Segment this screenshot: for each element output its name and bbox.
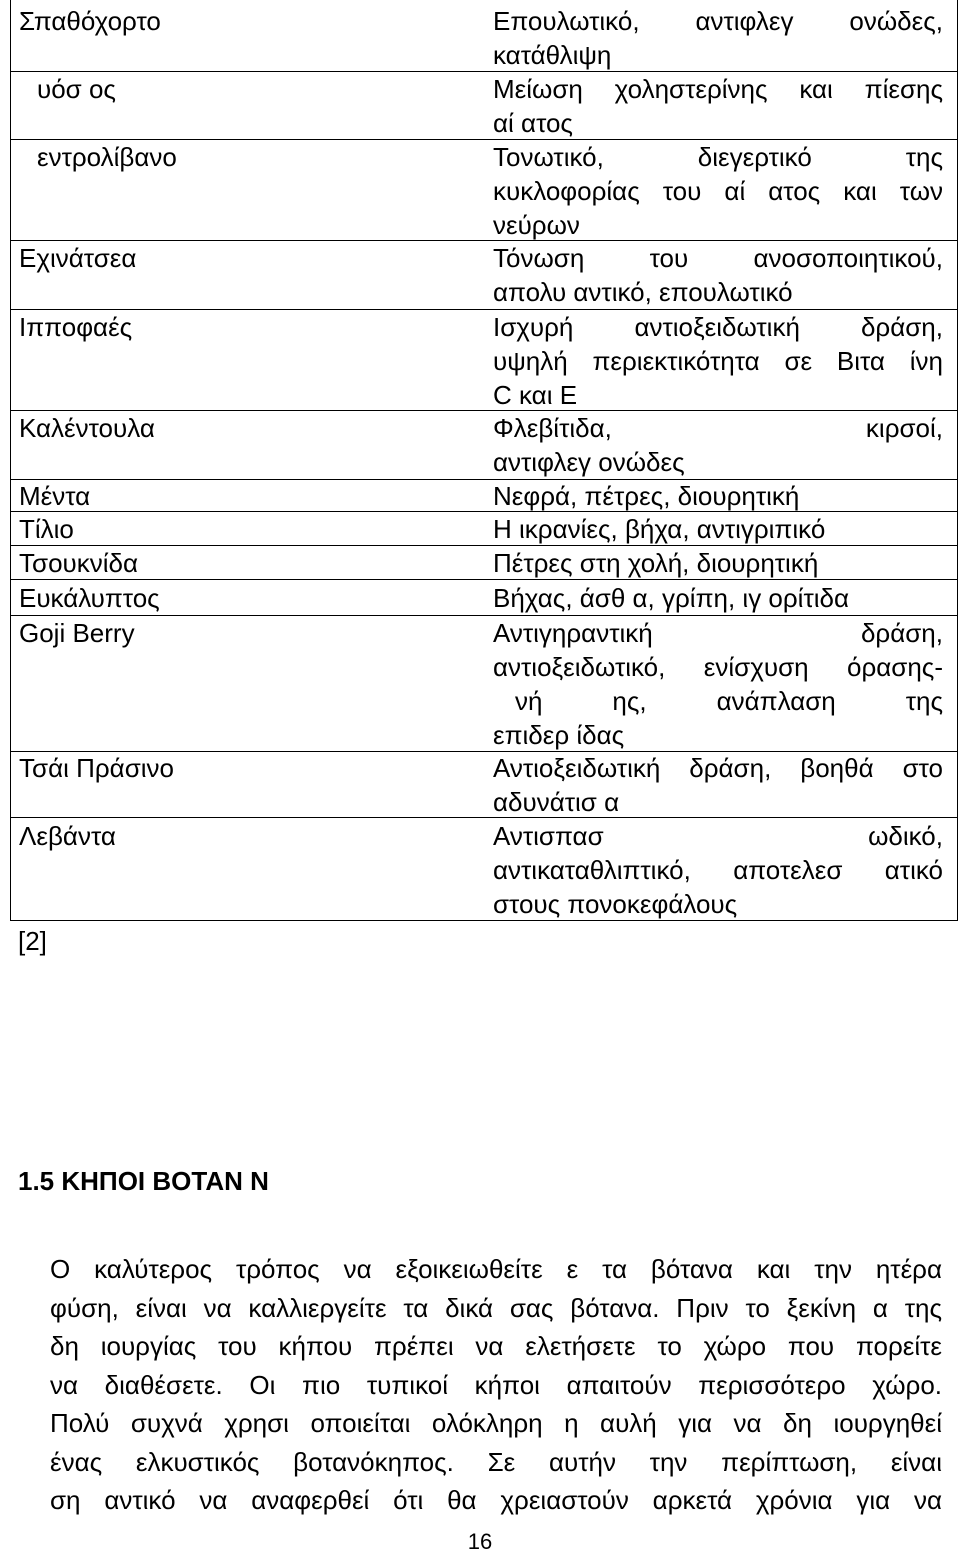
herb-use <box>493 72 943 140</box>
herbs-table <box>10 0 958 921</box>
section-heading: 1.5 ΚΗΠΟΙ ΒΟΤΑΝ Ν <box>18 1166 269 1196</box>
herb-use-line: Αντιοξειδωτική δράση, βοηθά στο <box>493 753 943 783</box>
herb-use <box>493 546 943 580</box>
herb-use <box>493 4 943 72</box>
herb-use-line: Η ικρανίες, βήχα, αντιγριπικό <box>493 514 826 544</box>
herb-use-line: υψηλή περιεκτικότητα σε Βιτα ίνη <box>493 346 943 376</box>
herb-use-line: Αντισπασ ωδικό, <box>493 821 943 851</box>
herb-name: Τσουκνίδα <box>19 548 139 578</box>
herb-use-line: Βήχας, άσθ α, γρίπη, ιγ ορίτιδα <box>493 583 849 613</box>
paragraph-line: φύση, είναι να καλλιεργείτε τα δικά σας βότανα. Πριν το ξεκίνη α της <box>50 1292 942 1323</box>
herb-use-line: νεύρων <box>493 210 580 240</box>
herb-use <box>493 310 943 412</box>
herb-name: Ευκάλυπτος <box>19 583 160 613</box>
herb-name: υόσ ος <box>37 74 116 104</box>
herb-use <box>493 140 943 242</box>
herb-use-line: αδυνάτισ α <box>493 787 620 817</box>
herb-use-line: αί ατος <box>493 108 573 138</box>
herb-use-line: Τονωτικό, διεγερτικό της <box>493 142 943 172</box>
herb-name: Σπαθόχορτο <box>19 6 161 36</box>
herb-use <box>493 581 943 615</box>
herb-use-line: απολυ αντικό, επουλωτικό <box>493 277 793 307</box>
herb-use <box>493 479 943 513</box>
paragraph-line: δη ιουργίας του κήπου πρέπει να ελετήσετε το χώρο που πορείτε <box>50 1331 942 1361</box>
herb-name: Ιπποφαές <box>19 312 133 342</box>
reference-citation: [2] <box>18 926 47 956</box>
herb-use-line: αντιοξειδωτικό, ενίσχυση όρασης- <box>493 652 943 682</box>
body-paragraph <box>50 1250 942 1520</box>
herb-name: Μέντα <box>19 481 91 511</box>
herb-use <box>493 241 943 309</box>
herb-name: Τσάι Πράσινο <box>19 753 174 783</box>
herb-use <box>493 512 943 546</box>
herb-use-line: επιδερ ίδας <box>493 720 625 750</box>
herb-name: Goji Berry <box>19 618 135 648</box>
herb-name: Λεβάντα <box>19 821 116 851</box>
herb-use-line: Ισχυρή αντιοξειδωτική δράση, <box>493 312 943 342</box>
paragraph-line: ένας ελκυστικός βοτανόκηπος. Σε αυτήν την περίπτωση, είναι <box>50 1446 942 1477</box>
herb-use-line: αντικαταθλιπτικό, αποτελεσ ατικό <box>493 855 943 885</box>
herb-use <box>493 616 943 752</box>
herb-use <box>493 411 943 479</box>
herb-name: εντρολίβανο <box>37 142 177 172</box>
herb-use-line: Πέτρες στη χολή, διουρητική <box>493 548 819 578</box>
herb-use-line: κατάθλιψη <box>493 40 612 70</box>
paragraph-line: Ο καλύτερος τρόπος να εξοικειωθείτε ε τα βότανα και την ητέρα <box>50 1254 942 1284</box>
herb-use-line: Νεφρά, πέτρες, διουρητική <box>493 481 800 511</box>
herb-use <box>493 819 943 921</box>
herb-use-line: Φλεβίτιδα, κιρσοί, <box>493 413 943 443</box>
herb-use-line: νή ης, ανάπλαση της <box>515 686 943 716</box>
herb-use-line: Μείωση χοληστερίνης και πίεσης <box>493 74 943 104</box>
page-number: 16 <box>467 1529 493 1554</box>
herb-use <box>493 751 943 819</box>
herb-use-line: Τόνωση του ανοσοποιητικού, <box>493 243 943 273</box>
herb-name: Εχινάτσεα <box>19 243 137 273</box>
herb-use-line: αντιφλεγ ονώδες <box>493 447 685 477</box>
herb-use-line: κυκλοφορίας του αί ατος και των <box>493 176 943 206</box>
herb-use-line: στους πονοκεφάλους <box>493 889 738 919</box>
herb-use-line: Αντιγηραντική δράση, <box>493 618 943 648</box>
herb-use-line: C και E <box>493 380 578 410</box>
paragraph-line: Πολύ συχνά χρησι οποιείται ολόκληρη η αυλή για να δη ιουργηθεί <box>50 1408 942 1438</box>
paragraph-line: ση αντικό να αναφερθεί ότι θα χρειαστούν αρκετά χρόνια για να <box>50 1485 942 1515</box>
herb-name: Τίλιο <box>19 514 74 544</box>
herb-use-line: Επουλωτικό, αντιφλεγ ονώδες, <box>493 6 943 36</box>
herb-name: Καλέντουλα <box>19 413 155 443</box>
paragraph-line: να διαθέσετε. Οι πιο τυπικοί κήποι απαιτούν περισσότερο χώρο. <box>50 1369 942 1400</box>
